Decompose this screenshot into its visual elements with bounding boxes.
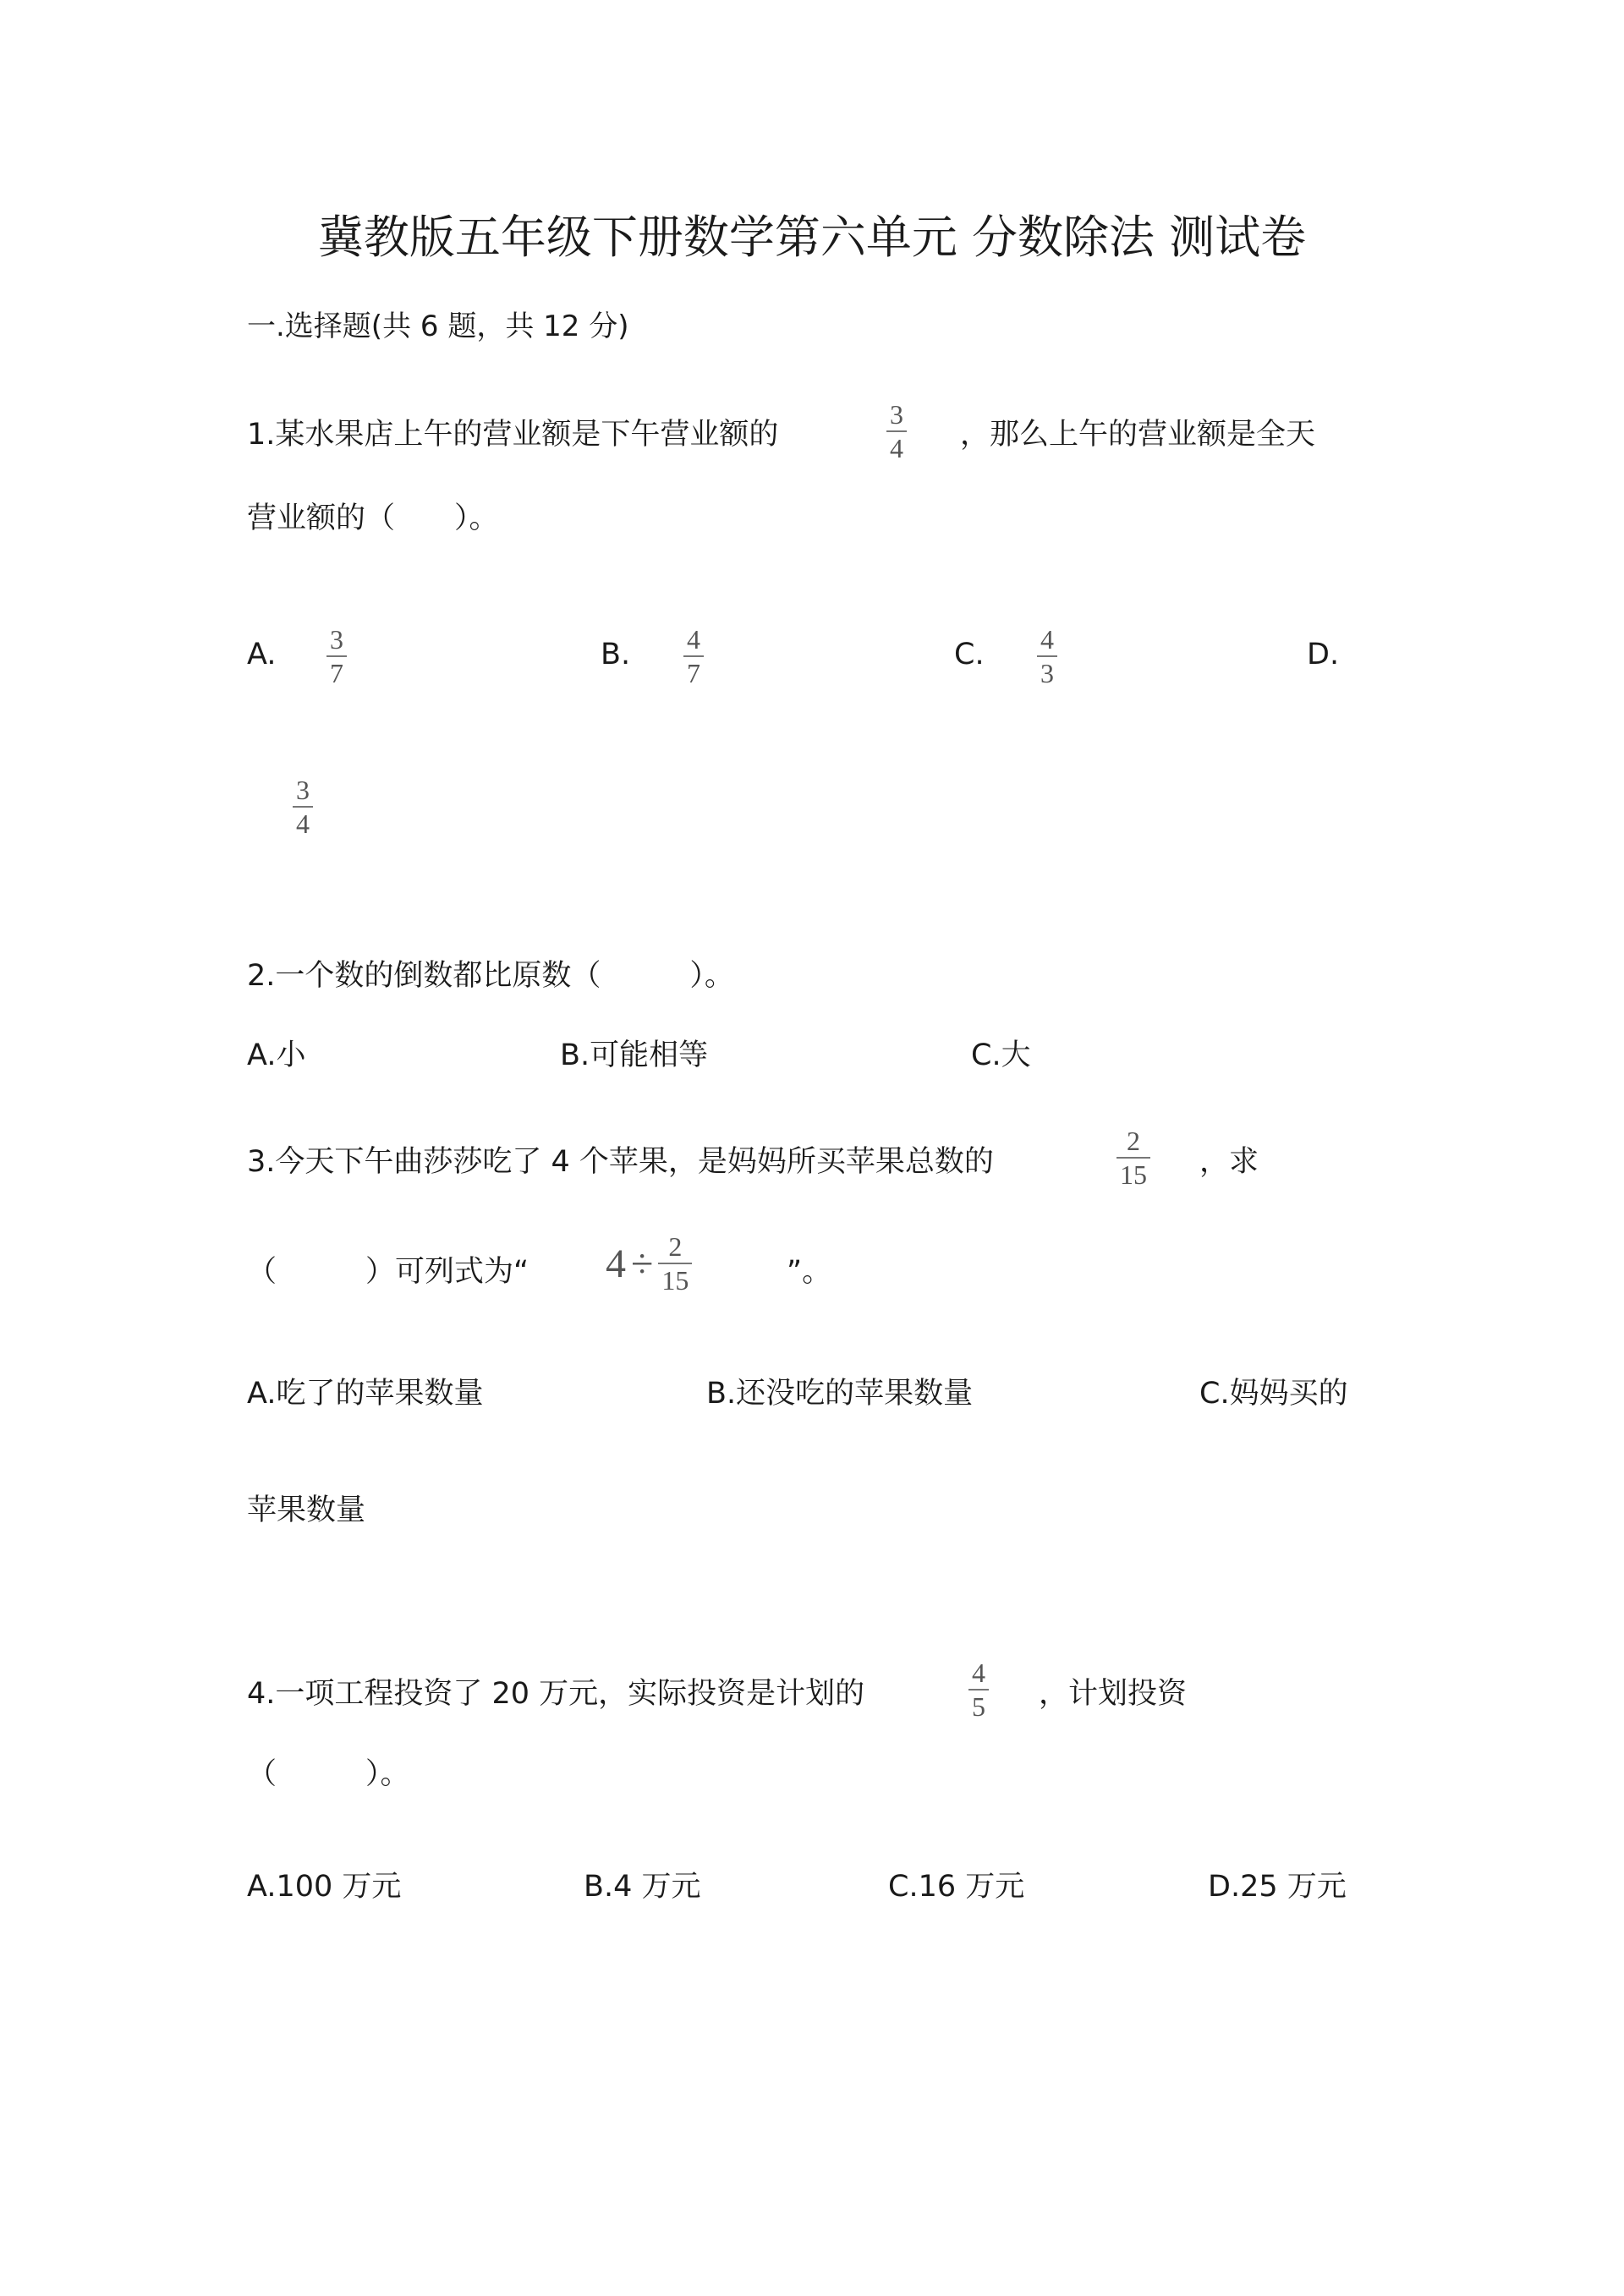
question-3-expression [606, 1233, 692, 1294]
fraction-numerator: 4 [1040, 624, 1054, 655]
option-label: D. [1307, 638, 1340, 671]
option-label: A. [247, 638, 277, 671]
fraction-denominator: 4 [293, 806, 313, 837]
question-3-text-line2-before: （ ）可列式为“ [247, 1255, 529, 1289]
fraction-denominator: 7 [683, 655, 704, 687]
question-1-text-before: 1.某水果店上午的营业额是下午营业额的 [247, 418, 779, 452]
question-1-text-line2: 营业额的（ ）。 [247, 501, 499, 535]
question-1-text-after: ，那么上午的营业额是全天 [960, 418, 1316, 452]
fraction-numerator: 2 [1127, 1126, 1140, 1156]
fraction-denominator: 3 [1037, 655, 1057, 687]
question-3-option-c[interactable]: C.妈妈买的 [1199, 1377, 1348, 1411]
question-1-fraction [886, 401, 907, 462]
fraction-denominator: 7 [326, 655, 347, 687]
fraction-denominator: 4 [886, 430, 907, 462]
question-2-option-c[interactable]: C.大 [971, 1038, 1031, 1072]
question-3-text-after: ，求 [1199, 1145, 1259, 1179]
option-fraction [1037, 626, 1057, 687]
question-2-option-a[interactable]: A.小 [247, 1038, 306, 1072]
question-4-text-after: ，计划投资 [1039, 1677, 1188, 1711]
fraction-denominator: 5 [968, 1689, 989, 1720]
fraction-denominator: 15 [1116, 1157, 1150, 1188]
expression-dividend: 4 [606, 1241, 626, 1286]
question-4-option-d[interactable]: D.25 万元 [1208, 1870, 1347, 1904]
fraction-numerator: 4 [687, 624, 700, 655]
option-fraction [326, 626, 347, 687]
section-heading: 一.选择题(共 6 题，共 12 分) [247, 310, 629, 343]
fraction-numerator: 4 [972, 1658, 985, 1688]
question-4-option-b[interactable]: B.4 万元 [584, 1870, 701, 1904]
question-3-text-before: 3.今天下午曲莎莎吃了 4 个苹果，是妈妈所买苹果总数的 [247, 1145, 994, 1179]
question-4-text-before: 4.一项工程投资了 20 万元，实际投资是计划的 [247, 1677, 865, 1711]
question-4-option-a[interactable]: A.100 万元 [247, 1870, 402, 1904]
question-2-option-b[interactable]: B.可能相等 [560, 1038, 709, 1072]
fraction-numerator: 3 [890, 399, 903, 430]
question-3-option-a[interactable]: A.吃了的苹果数量 [247, 1377, 484, 1411]
question-2-text: 2.一个数的倒数都比原数（ ）。 [247, 959, 734, 993]
question-3-text-line2-after: ”。 [787, 1255, 832, 1289]
option-label: B. [601, 638, 631, 671]
fraction-numerator: 3 [330, 624, 343, 655]
option-fraction [683, 626, 704, 687]
division-operator: ÷ [631, 1241, 654, 1286]
option-label: C. [954, 638, 985, 671]
question-4-text-line2: （ ）。 [247, 1757, 410, 1791]
fraction-denominator: 15 [658, 1263, 692, 1294]
question-3-fraction [1116, 1127, 1150, 1188]
question-4-option-c[interactable]: C.16 万元 [888, 1870, 1025, 1904]
option-fraction [293, 776, 313, 837]
question-4-fraction [968, 1659, 989, 1720]
expression-fraction [658, 1233, 692, 1294]
fraction-numerator: 2 [668, 1231, 683, 1262]
page-title: 冀教版五年级下册数学第六单元 分数除法 测试卷 [317, 211, 1307, 264]
question-3-option-c-wrap: 苹果数量 [247, 1493, 366, 1527]
fraction-numerator: 3 [296, 775, 310, 805]
question-3-option-b[interactable]: B.还没吃的苹果数量 [706, 1377, 974, 1411]
